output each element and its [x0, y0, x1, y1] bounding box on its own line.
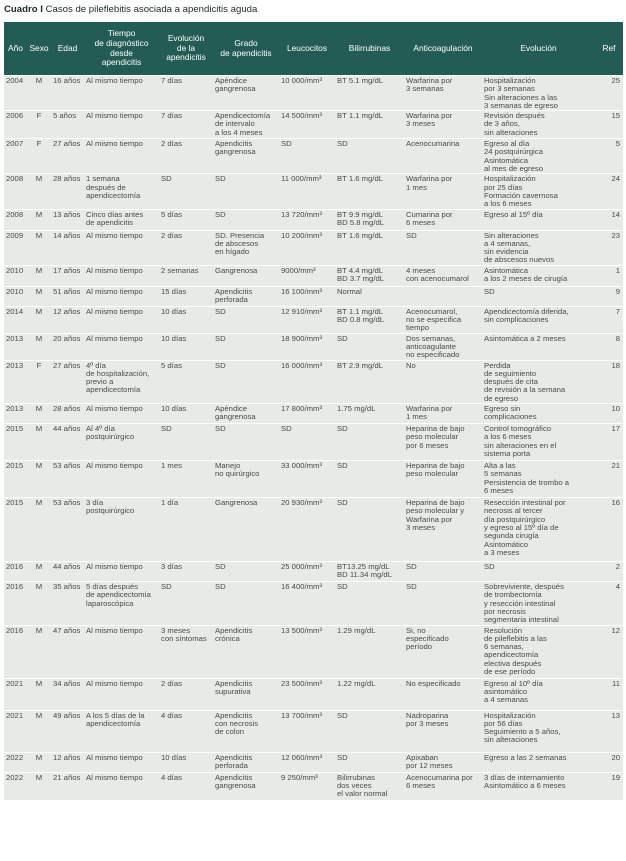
- cell-appendicitis-evolution: 5 días: [159, 360, 213, 403]
- cell-leukocytes: 13 720/mm³: [279, 209, 335, 230]
- cell-ref: 16: [595, 498, 623, 562]
- cell-diagnosis-time: 1 semana después de apendicectomía: [84, 174, 159, 209]
- cell-ref: 4: [595, 582, 623, 625]
- cell-appendicitis-evolution: SD: [159, 582, 213, 625]
- header-appendicitis-evolution: Evolución de la apendicitis: [159, 22, 213, 76]
- cell-diagnosis-time: 5 días después de apendicectomía laparoscópica: [84, 582, 159, 625]
- cell-anticoagulation: Acenocumarol, no se especifica tiempo: [404, 306, 482, 333]
- cell-anticoagulation: Heparina de bajo peso molecular por 6 meses: [404, 424, 482, 461]
- cell-appendicitis-grade: SD: [213, 562, 279, 582]
- cell-anticoagulation: SD: [404, 582, 482, 625]
- cell-appendicitis-evolution: 7 días: [159, 76, 213, 111]
- cell-age: 27 años: [51, 360, 84, 403]
- table-row: [4, 772, 623, 800]
- cell-bilirubin: BT13.25 mg/dL BD 11.34 mg/dL: [335, 562, 404, 582]
- cell-appendicitis-grade: Apéndice gangrenosa: [213, 76, 279, 111]
- cell-leukocytes: 16 400/mm³: [279, 582, 335, 625]
- cell-appendicitis-grade: Apendicitis crónica: [213, 625, 279, 678]
- cell-age: 44 años: [51, 562, 84, 582]
- cell-bilirubin: SD: [335, 752, 404, 772]
- cell-year: 2021: [4, 710, 27, 752]
- cell-bilirubin: BT 4.4 mg/dL BD 3.7 mg/dL: [335, 265, 404, 286]
- cell-appendicitis-grade: Apendicitis perforada: [213, 286, 279, 306]
- cell-anticoagulation: No especificado: [404, 678, 482, 710]
- cell-sex: M: [27, 230, 51, 265]
- cell-appendicitis-evolution: 3 días: [159, 562, 213, 582]
- table-row: [4, 498, 623, 562]
- cell-appendicitis-evolution: 10 días: [159, 752, 213, 772]
- cell-anticoagulation: Acenocumarina: [404, 139, 482, 174]
- cell-diagnosis-time: Al mismo tiempo: [84, 111, 159, 139]
- cell-anticoagulation: Warfarina por 3 meses: [404, 111, 482, 139]
- cell-appendicitis-grade: SD: [213, 360, 279, 403]
- header-ref: Ref: [595, 22, 623, 76]
- cell-diagnosis-time: Al mismo tiempo: [84, 752, 159, 772]
- cell-bilirubin: BT 1.6 mg/dL: [335, 230, 404, 265]
- cell-ref: 23: [595, 230, 623, 265]
- cell-evolution: Asintomática a 2 meses: [482, 333, 595, 360]
- cell-leukocytes: 14 500/mm³: [279, 111, 335, 139]
- cell-appendicitis-evolution: 10 días: [159, 306, 213, 333]
- table-row: [4, 582, 623, 625]
- cell-evolution: Control tomográfico a los 6 meses sin alteraciones en el sistema porta: [482, 424, 595, 461]
- cell-age: 14 años: [51, 230, 84, 265]
- cell-anticoagulation: Heparina de bajo peso molecular: [404, 461, 482, 498]
- cell-age: 27 años: [51, 139, 84, 174]
- cell-appendicitis-evolution: 2 días: [159, 230, 213, 265]
- table-row: [4, 360, 623, 403]
- cell-bilirubin: SD: [335, 582, 404, 625]
- cell-year: 2015: [4, 461, 27, 498]
- cell-leukocytes: 25 000/mm³: [279, 562, 335, 582]
- cell-ref: 11: [595, 678, 623, 710]
- cell-sex: M: [27, 678, 51, 710]
- cell-ref: 5: [595, 139, 623, 174]
- cell-bilirubin: SD: [335, 424, 404, 461]
- caption-label: Cuadro I: [4, 4, 43, 15]
- cell-bilirubin: SD: [335, 139, 404, 174]
- cell-appendicitis-grade: SD: [213, 333, 279, 360]
- cell-sex: M: [27, 174, 51, 209]
- cell-year: 2016: [4, 582, 27, 625]
- cell-appendicitis-evolution: 10 días: [159, 404, 213, 424]
- cell-leukocytes: 10 200/mm³: [279, 230, 335, 265]
- header-leukocytes: Leucocitos: [279, 22, 335, 76]
- cell-anticoagulation: Warfarina por 1 mes: [404, 174, 482, 209]
- cell-appendicitis-grade: SD: [213, 582, 279, 625]
- cell-ref: 10: [595, 404, 623, 424]
- cell-diagnosis-time: Al mismo tiempo: [84, 76, 159, 111]
- cell-diagnosis-time: 4º día de hospitalización, previo a apendicectomía: [84, 360, 159, 403]
- table-row: [4, 306, 623, 333]
- cell-evolution: Hospitalización por 3 semanas Sin alteraciones a las 3 semanas de egreso: [482, 76, 595, 111]
- cell-bilirubin: BT 5.1 mg/dL: [335, 76, 404, 111]
- cell-diagnosis-time: Al mismo tiempo: [84, 286, 159, 306]
- cell-ref: 18: [595, 360, 623, 403]
- cell-year: 2016: [4, 562, 27, 582]
- cell-age: 21 años: [51, 772, 84, 800]
- cell-leukocytes: 12 910/mm³: [279, 306, 335, 333]
- cell-appendicitis-grade: Manejo no quirúrgico: [213, 461, 279, 498]
- cell-bilirubin: BT 1.6 mg/dL: [335, 174, 404, 209]
- table-row: [4, 404, 623, 424]
- cell-year: 2010: [4, 265, 27, 286]
- cell-leukocytes: 10 000/mm³: [279, 76, 335, 111]
- cell-anticoagulation: Apixaban por 12 meses: [404, 752, 482, 772]
- table-row: [4, 286, 623, 306]
- cell-evolution: Perdida de seguimiento después de cita de revisión a la semana de egreso: [482, 360, 595, 403]
- cell-age: 47 años: [51, 625, 84, 678]
- header-year: Año: [4, 22, 27, 76]
- cell-leukocytes: 16 000/mm³: [279, 360, 335, 403]
- cell-age: 16 años: [51, 76, 84, 111]
- cell-evolution: Egreso a las 2 semanas: [482, 752, 595, 772]
- cell-evolution: Sobreviviente, después de trombectomía y resección intestinal por necrosis segmentaria intestinal: [482, 582, 595, 625]
- cell-year: 2004: [4, 76, 27, 111]
- cell-diagnosis-time: 3 día postquirúrgico: [84, 498, 159, 562]
- header-age: Edad: [51, 22, 84, 76]
- cell-evolution: Resección intestinal por necrosis al tercer día postquirúrgico y egreso al 15º día de segunda cirugía Asintomático a 3 meses: [482, 498, 595, 562]
- cell-appendicitis-grade: Apendicitis gangrenosa: [213, 139, 279, 174]
- cell-year: 2013: [4, 360, 27, 403]
- cell-year: 2008: [4, 174, 27, 209]
- cell-ref: 19: [595, 772, 623, 800]
- cell-ref: 2: [595, 562, 623, 582]
- cell-year: 2009: [4, 230, 27, 265]
- table-row: [4, 209, 623, 230]
- cell-bilirubin: BT 1.1 mg/dL BD 0.8 mg/dL: [335, 306, 404, 333]
- cell-sex: F: [27, 139, 51, 174]
- table-row: [4, 562, 623, 582]
- cell-diagnosis-time: Al mismo tiempo: [84, 404, 159, 424]
- cell-appendicitis-evolution: 2 semanas: [159, 265, 213, 286]
- cell-diagnosis-time: Al mismo tiempo: [84, 306, 159, 333]
- cell-appendicitis-grade: SD: [213, 209, 279, 230]
- table-row: [4, 625, 623, 678]
- cell-ref: 21: [595, 461, 623, 498]
- cell-bilirubin: Bilirrubinas dos veces el valor normal: [335, 772, 404, 800]
- cell-appendicitis-evolution: 10 días: [159, 333, 213, 360]
- header-sex: Sexo: [27, 22, 51, 76]
- cell-year: 2007: [4, 139, 27, 174]
- cell-sex: M: [27, 461, 51, 498]
- cell-appendicitis-evolution: 2 días: [159, 139, 213, 174]
- cell-bilirubin: BT 9.9 mg/dL BD 5.8 mg/dL: [335, 209, 404, 230]
- header-anticoagulation: Anticoagulación: [404, 22, 482, 76]
- cell-year: 2015: [4, 424, 27, 461]
- cell-year: 2008: [4, 209, 27, 230]
- cell-sex: M: [27, 286, 51, 306]
- cell-sex: M: [27, 772, 51, 800]
- table-row: [4, 111, 623, 139]
- cell-diagnosis-time: Al mismo tiempo: [84, 562, 159, 582]
- cell-ref: 9: [595, 286, 623, 306]
- cell-bilirubin: 1.22 mg/dL: [335, 678, 404, 710]
- cell-leukocytes: 9 250/mm³: [279, 772, 335, 800]
- cell-year: 2013: [4, 404, 27, 424]
- cell-bilirubin: SD: [335, 461, 404, 498]
- cell-ref: 17: [595, 424, 623, 461]
- cell-appendicitis-grade: SD: [213, 174, 279, 209]
- table-row: [4, 265, 623, 286]
- cell-age: 44 años: [51, 424, 84, 461]
- cell-appendicitis-grade: SD: [213, 306, 279, 333]
- cell-leukocytes: 18 900/mm³: [279, 333, 335, 360]
- cell-ref: 13: [595, 710, 623, 752]
- cell-evolution: Sin alteraciones a 4 semanas, sin evidencia de abscesos nuevos: [482, 230, 595, 265]
- cell-evolution: 3 días de internamiento Asintomático a 6 meses: [482, 772, 595, 800]
- cell-diagnosis-time: Al mismo tiempo: [84, 772, 159, 800]
- cell-evolution: SD: [482, 286, 595, 306]
- cell-evolution: Egreso sin complicaciones: [482, 404, 595, 424]
- cell-year: 2015: [4, 498, 27, 562]
- cell-leukocytes: 17 800/mm³: [279, 404, 335, 424]
- cell-anticoagulation: 4 meses con acenocumarol: [404, 265, 482, 286]
- cell-appendicitis-evolution: 1 día: [159, 498, 213, 562]
- cell-diagnosis-time: Al mismo tiempo: [84, 265, 159, 286]
- cell-appendicitis-evolution: 4 días: [159, 710, 213, 752]
- cell-appendicitis-grade: Apéndice gangrenosa: [213, 404, 279, 424]
- cell-sex: F: [27, 360, 51, 403]
- header-diagnosis-time: Tiempo de diagnóstico desde apendicitis: [84, 22, 159, 76]
- cell-age: 35 años: [51, 582, 84, 625]
- cases-table: [4, 22, 623, 800]
- cell-appendicitis-grade: Apendicitis perforada: [213, 752, 279, 772]
- cell-sex: M: [27, 710, 51, 752]
- cell-appendicitis-evolution: 1 mes: [159, 461, 213, 498]
- cell-anticoagulation: Warfarina por 1 mes: [404, 404, 482, 424]
- cell-appendicitis-evolution: SD: [159, 424, 213, 461]
- cell-appendicitis-evolution: 2 días: [159, 678, 213, 710]
- cell-sex: M: [27, 424, 51, 461]
- cell-age: 34 años: [51, 678, 84, 710]
- cell-bilirubin: BT 1.1 mg/dL: [335, 111, 404, 139]
- cell-ref: 7: [595, 306, 623, 333]
- cell-bilirubin: 1.75 mg/dL: [335, 404, 404, 424]
- cell-age: 20 años: [51, 333, 84, 360]
- table-row: [4, 333, 623, 360]
- cell-evolution: Alta a las 5 semanas Persistencia de trombo a 6 meses: [482, 461, 595, 498]
- cell-year: 2022: [4, 772, 27, 800]
- header-bilirubin: Bilirrubinas: [335, 22, 404, 76]
- cell-age: 53 años: [51, 498, 84, 562]
- cell-age: 12 años: [51, 306, 84, 333]
- cell-age: 13 años: [51, 209, 84, 230]
- cell-bilirubin: Normal: [335, 286, 404, 306]
- cell-anticoagulation: Heparina de bajo peso molecular y Warfarina por 3 meses: [404, 498, 482, 562]
- cell-ref: 8: [595, 333, 623, 360]
- cell-ref: 24: [595, 174, 623, 209]
- cell-age: 51 años: [51, 286, 84, 306]
- table-row: [4, 710, 623, 752]
- cell-bilirubin: BT 2.9 mg/dL: [335, 360, 404, 403]
- cell-anticoagulation: No: [404, 360, 482, 403]
- cell-diagnosis-time: Al mismo tiempo: [84, 625, 159, 678]
- cell-appendicitis-grade: Apendicitis gangrenosa: [213, 772, 279, 800]
- cell-sex: M: [27, 333, 51, 360]
- cell-ref: 12: [595, 625, 623, 678]
- table-row: [4, 752, 623, 772]
- cell-sex: M: [27, 76, 51, 111]
- cell-leukocytes: 13 700/mm³: [279, 710, 335, 752]
- cell-age: 12 años: [51, 752, 84, 772]
- cell-diagnosis-time: Al mismo tiempo: [84, 461, 159, 498]
- cell-sex: F: [27, 111, 51, 139]
- cell-sex: M: [27, 306, 51, 333]
- table-row: [4, 678, 623, 710]
- cell-year: 2016: [4, 625, 27, 678]
- cell-leukocytes: 20 930/mm³: [279, 498, 335, 562]
- cell-bilirubin: SD: [335, 710, 404, 752]
- cell-evolution: Apendicectomía diferida, sin complicaciones: [482, 306, 595, 333]
- cell-evolution: Hospitalización por 25 días Formación cavernosa a los 6 meses: [482, 174, 595, 209]
- cell-diagnosis-time: Al mismo tiempo: [84, 678, 159, 710]
- cell-leukocytes: 33 000/mm³: [279, 461, 335, 498]
- cell-sex: M: [27, 265, 51, 286]
- cell-sex: M: [27, 498, 51, 562]
- cell-sex: M: [27, 752, 51, 772]
- cell-appendicitis-grade: Gangrenosa: [213, 498, 279, 562]
- cell-ref: 25: [595, 76, 623, 111]
- cell-diagnosis-time: Al mismo tiempo: [84, 333, 159, 360]
- table-caption: [4, 4, 257, 15]
- cell-appendicitis-evolution: 5 días: [159, 209, 213, 230]
- cell-appendicitis-evolution: 15 días: [159, 286, 213, 306]
- cell-evolution: Revisión después de 3 años, sin alteraciones: [482, 111, 595, 139]
- cell-evolution: Hospitalización por 56 días Seguimiento a 5 años, sin alteraciones: [482, 710, 595, 752]
- cell-anticoagulation: Warfarina por 3 semanas: [404, 76, 482, 111]
- header-row: [4, 22, 623, 76]
- cell-sex: M: [27, 209, 51, 230]
- cell-evolution: Egreso al día 24 postquirúrgica Asintomática al mes de egreso: [482, 139, 595, 174]
- cell-evolution: Resolución de pileflebitis a las 6 semanas, apendicectomía electiva después de ese período: [482, 625, 595, 678]
- cell-ref: 1: [595, 265, 623, 286]
- cell-anticoagulation: SD: [404, 562, 482, 582]
- cell-bilirubin: SD: [335, 333, 404, 360]
- cell-leukocytes: 23 500/mm³: [279, 678, 335, 710]
- cell-anticoagulation: Acenocumarina por 6 meses: [404, 772, 482, 800]
- cell-appendicitis-evolution: 4 días: [159, 772, 213, 800]
- cell-anticoagulation: SD: [404, 230, 482, 265]
- cell-year: 2006: [4, 111, 27, 139]
- cell-year: 2022: [4, 752, 27, 772]
- cell-appendicitis-evolution: 7 días: [159, 111, 213, 139]
- cell-diagnosis-time: A los 5 días de la apendicectomía: [84, 710, 159, 752]
- cell-appendicitis-grade: Gangrenosa: [213, 265, 279, 286]
- cell-bilirubin: SD: [335, 498, 404, 562]
- cell-sex: M: [27, 562, 51, 582]
- header-appendicitis-grade: Grado de apendicitis: [213, 22, 279, 76]
- cell-appendicitis-grade: SD: [213, 424, 279, 461]
- cell-appendicitis-grade: Apendicectomía de intervalo a los 4 meses: [213, 111, 279, 139]
- cell-evolution: SD: [482, 562, 595, 582]
- cell-appendicitis-evolution: SD: [159, 174, 213, 209]
- cell-appendicitis-evolution: 3 meses con síntomas: [159, 625, 213, 678]
- table-body: [4, 76, 623, 801]
- table-row: [4, 424, 623, 461]
- cell-diagnosis-time: Al 4º día postquirúrgico: [84, 424, 159, 461]
- cell-anticoagulation: Si, no especificado período: [404, 625, 482, 678]
- cell-year: 2010: [4, 286, 27, 306]
- cell-bilirubin: 1.29 mg/dL: [335, 625, 404, 678]
- cell-age: 49 años: [51, 710, 84, 752]
- table-row: [4, 139, 623, 174]
- cell-age: 28 años: [51, 404, 84, 424]
- table-row: [4, 76, 623, 111]
- cell-year: 2014: [4, 306, 27, 333]
- cell-appendicitis-grade: Apendicitis supurativa: [213, 678, 279, 710]
- cell-ref: 20: [595, 752, 623, 772]
- table-row: [4, 174, 623, 209]
- table-row: [4, 461, 623, 498]
- cell-leukocytes: 16 100/mm³: [279, 286, 335, 306]
- cell-leukocytes: SD: [279, 424, 335, 461]
- cell-diagnosis-time: Cinco días antes de apendicitis: [84, 209, 159, 230]
- cell-leukocytes: 11 000/mm³: [279, 174, 335, 209]
- cell-anticoagulation: [404, 286, 482, 306]
- cell-anticoagulation: Cumarina por 6 meses: [404, 209, 482, 230]
- cell-diagnosis-time: Al mismo tiempo: [84, 230, 159, 265]
- cell-appendicitis-grade: SD. Presencia de abscesos en hígado: [213, 230, 279, 265]
- cell-evolution: Egreso al 15º día: [482, 209, 595, 230]
- cell-appendicitis-grade: Apendicitis con necrosis de colon: [213, 710, 279, 752]
- cell-anticoagulation: Nadroparina por 3 meses: [404, 710, 482, 752]
- cell-leukocytes: 9000/mm³: [279, 265, 335, 286]
- cell-ref: 14: [595, 209, 623, 230]
- cell-sex: M: [27, 404, 51, 424]
- cell-age: 28 años: [51, 174, 84, 209]
- cell-leukocytes: 12 060/mm³: [279, 752, 335, 772]
- cell-year: 2013: [4, 333, 27, 360]
- cell-age: 17 años: [51, 265, 84, 286]
- caption-text: Casos de pileflebitis asociada a apendicitis aguda: [45, 4, 258, 15]
- cell-age: 53 años: [51, 461, 84, 498]
- cell-leukocytes: SD: [279, 139, 335, 174]
- cell-anticoagulation: Dos semanas, anticoagulante no especificado: [404, 333, 482, 360]
- cell-ref: 15: [595, 111, 623, 139]
- cell-evolution: Egreso al 10º día asintomático a 4 semanas: [482, 678, 595, 710]
- cell-sex: M: [27, 625, 51, 678]
- cell-sex: M: [27, 582, 51, 625]
- table-row: [4, 230, 623, 265]
- cell-age: 5 años: [51, 111, 84, 139]
- cell-diagnosis-time: Al mismo tiempo: [84, 139, 159, 174]
- cell-year: 2021: [4, 678, 27, 710]
- cell-leukocytes: 13 500/mm³: [279, 625, 335, 678]
- header-evolution: Evolución: [482, 22, 595, 76]
- cell-evolution: Asintomática a los 2 meses de cirugía: [482, 265, 595, 286]
